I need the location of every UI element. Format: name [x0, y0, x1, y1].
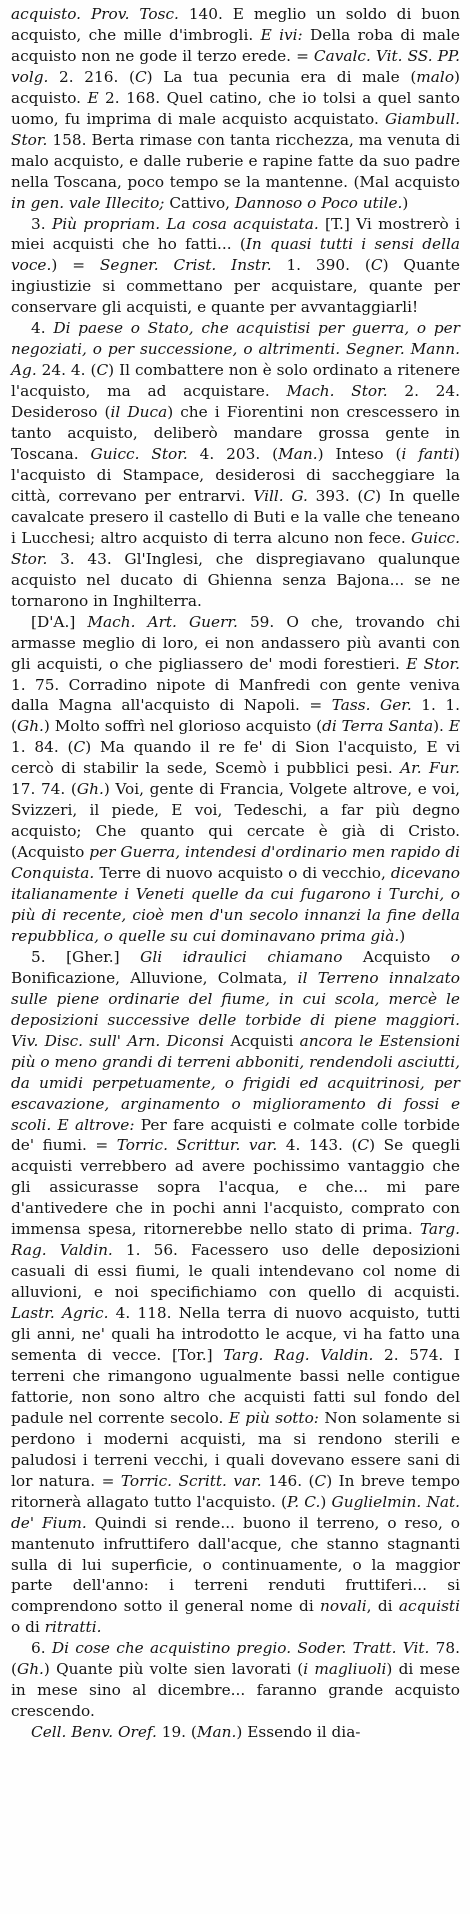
- entry-paragraph-4-paese-stato: [11, 318, 460, 611]
- text-segment: 393. (: [307, 486, 364, 505]
- text-segment: 3.: [31, 214, 52, 233]
- text-segment: ): [320, 1492, 332, 1511]
- italic-text-segment: di Terra Santa: [322, 717, 434, 736]
- italic-text-segment: In quasi tutti i sensi della voce.: [11, 235, 460, 275]
- text-segment: ) Voi, gente di Francia, Volgete altrove, e voi, Svizzeri, il piede, E voi, Tedeschi, a far più degno acquisto; Che quanto qui cercate è già di Cristo. (Acquisto: [11, 780, 460, 862]
- text-segment: Per fare acquisti e colmate colle torbide de' fiumi. =: [11, 1115, 460, 1155]
- italic-text-segment: Guglielmin. Nat. de' Fium.: [11, 1492, 460, 1532]
- text-segment: o di: [11, 1618, 45, 1637]
- italic-text-segment: novali: [320, 1597, 367, 1616]
- italic-text-segment: C: [134, 67, 147, 86]
- entry-paragraph-cellini: [11, 1722, 460, 1743]
- italic-text-segment: C: [370, 256, 383, 275]
- entry-paragraph-dalberti-citations: [11, 612, 460, 947]
- text-segment: 2. 168. Quel catino, che io tolsi a quel santo uomo, fu imprima di male acquisto acquistato.: [11, 88, 460, 128]
- text-segment: Della roba di male acquisto non ne gode il terzo erede. =: [11, 25, 460, 65]
- text-segment: 4. 143. (: [277, 1136, 358, 1155]
- italic-text-segment: Man.: [196, 1723, 237, 1742]
- text-segment: ) Il combattere non è solo ordinato a ritenere l'acquisto, ma ad acquistare.: [11, 361, 460, 401]
- text-segment: Terre di nuovo acquisto o di vecchio,: [94, 864, 391, 883]
- italic-text-segment: ancora le Estensioni più o meno grandi di terreni abboniti, rendendoli asciutti, da umidi perpetuamente, o frigidi ed acquitrinosi, per escavazione, arginamento o miglioramento di fossi e scoli. E altrove:: [11, 1031, 460, 1134]
- italic-text-segment: Di cose che acquistino pregio. Soder. Tratt. Vit.: [51, 1639, 430, 1658]
- italic-text-segment: E: [87, 88, 99, 107]
- text-segment: ) In breve tempo ritornerà allagato tutto l'acquisto. (: [11, 1471, 460, 1511]
- entry-paragraph-5-idraulici: [11, 947, 460, 1638]
- text-segment: ).: [433, 717, 449, 736]
- italic-text-segment: Vill. G.: [253, 486, 308, 505]
- text-segment: ) In quelle cavalcate presero il castello di Buti e la valle che teneano i Lucchesi; altro acquisto di terra alcuno non fece.: [11, 486, 460, 547]
- text-segment: 17. 74. (: [11, 780, 77, 799]
- text-segment: 2. 574. I terreni che rimangono ugualmente bassi nelle contigue fattorie, non sono altro che acquisti fatti sul fondo del padule nel corrente secolo.: [11, 1346, 460, 1427]
- entry-paragraph-3-propriam: [11, 214, 460, 319]
- italic-text-segment: E: [448, 717, 460, 736]
- text-segment: 3. 43. Gl'Inglesi, che dispregiavano qualunque acquisto nel ducato di Ghienna senza Bajona... se ne tornarono in Inghilterra.: [11, 549, 460, 610]
- italic-text-segment: Cell. Benv. Oref.: [31, 1723, 157, 1742]
- italic-text-segment: Mach. Stor.: [286, 382, 388, 401]
- italic-text-segment: Dannoso o Poco utile.: [234, 193, 403, 212]
- text-segment: ) La tua pecunia era di male (: [146, 67, 417, 86]
- text-segment: [D'A.]: [31, 612, 88, 631]
- text-segment: 140. E meglio un soldo di buon acquisto, che mille d'imbrogli.: [11, 5, 460, 44]
- text-segment: ) Inteso (: [317, 445, 402, 464]
- italic-text-segment: Tass. Ger.: [331, 696, 412, 715]
- text-segment: ) che i Fiorentini non crescessero in tanto acquisto, deliberò mandare grossa gente in Toscana.: [11, 403, 461, 464]
- text-segment: 19. (: [156, 1723, 197, 1742]
- italic-text-segment: il Terreno innalzato sulle piene ordinarie del fiume, in cui scola, mercè le deposizioni successive delle torbide di piene maggiori. Viv. Disc. sull' Arn. Diconsi: [11, 968, 461, 1050]
- text-segment: Bonificazione, Alluvione, Colmata,: [11, 968, 298, 987]
- italic-text-segment: per Guerra, intendesi d'ordinario men rapido di Conquista.: [11, 843, 461, 883]
- entry-paragraph-6-pregio: [11, 1638, 460, 1722]
- text-segment: 4. 118. Nella terra di nuovo acquisto, tutti gli anni, ne' quali ha introdotto le acque, vi ha fatto una sementa di vecce. [Tor.]: [11, 1304, 460, 1364]
- italic-text-segment: Torric. Scrittur. var.: [116, 1136, 278, 1155]
- text-segment: ) Se quegli acquisti verrebbero ad avere pochissimo vantaggio che gli assicurasse sopra l'acqua, e che... mi pare d'antivedere che in pochi anni l'acquisto, comprato con immensa spesa, ritornerebbe nello stato di prima.: [11, 1136, 460, 1239]
- text-segment: ): [402, 193, 409, 212]
- text-segment: Cattivo,: [164, 193, 235, 212]
- text-segment: ) Quante ingiustizie si commettano per acquistare, quante per conservare gli acquisti, e quante per avvantaggiarli!: [11, 256, 460, 317]
- text-segment: 6.: [31, 1639, 52, 1658]
- text-segment: [T.] Vi mostrerò i miei acquisti che ho fatti... (: [11, 214, 460, 254]
- italic-text-segment: i magliuoli: [303, 1660, 387, 1679]
- text-segment: 146. (: [261, 1471, 315, 1490]
- text-segment: ) Ma quando il re fe' di Sion l'acquisto, E vi cercò di stabilir la sede, Scemò i pubblici pesi.: [11, 738, 460, 778]
- italic-text-segment: E più sotto:: [228, 1408, 319, 1427]
- italic-text-segment: Guicc. Stor.: [11, 528, 460, 568]
- italic-text-segment: acquisti: [398, 1597, 460, 1616]
- italic-text-segment: in gen. vale Illecito;: [11, 193, 165, 212]
- text-segment: ) Quante più volte sien lavorati (: [43, 1660, 304, 1679]
- italic-text-segment: Guicc. Stor.: [90, 445, 188, 464]
- text-segment: 1. 75. Corradino nipote di Manfredi con gente veniva dalla Magna all'acquisto di Napoli. =: [11, 675, 460, 715]
- text-segment: 158. Berta rimase con tanta ricchezza, ma venuta di malo acquisto, e dalle ruberie e rapine fatte da suo padre nella Toscana, poco tempo se la mantenne. (Mal acquisto: [11, 130, 460, 191]
- text-segment: 24. 4. (: [36, 361, 97, 380]
- italic-text-segment: il Duca: [110, 403, 168, 422]
- italic-text-segment: C: [96, 361, 109, 380]
- text-segment: Acquisti: [224, 1031, 300, 1050]
- italic-text-segment: C: [357, 1136, 370, 1155]
- text-segment: 1. 390. (: [271, 256, 371, 275]
- text-segment: 1. 1. (: [11, 696, 461, 736]
- italic-text-segment: C: [73, 738, 86, 757]
- entry-paragraph-1: [11, 4, 460, 214]
- text-segment: 59. O che, trovando chi armasse meglio di loro, ei non andassero più avanti con gli acquisti, o che pigliassero de' modi forestieri.: [11, 612, 460, 673]
- italic-text-segment: Giambull. Stor.: [11, 109, 460, 149]
- text-segment: ) Essendo il dia-: [236, 1723, 361, 1742]
- italic-text-segment: Cavalc. Vit. SS. PP. volg.: [11, 46, 460, 86]
- text-segment: 4.: [31, 319, 54, 338]
- text-segment: Acquisto: [342, 947, 451, 966]
- italic-text-segment: Gh.: [16, 1660, 44, 1679]
- italic-text-segment: i fanti: [401, 445, 455, 464]
- italic-text-segment: acquisto. Prov. Tosc.: [11, 5, 179, 23]
- italic-text-segment: Targ. Rag. Valdin.: [11, 1220, 460, 1260]
- text-segment: ): [399, 926, 406, 945]
- text-segment: ) Molto soffrì nel glorioso acquisto (: [43, 717, 323, 736]
- italic-text-segment: dicevano italianamente i Veneti quelle da cui fugarono i Turchi, o più di recente, cioè men d'un secolo innanzi la fine della repubblica, o quelle su cui dominavano prima già.: [11, 864, 460, 945]
- text-segment: 1. 84. (: [11, 738, 74, 757]
- text-segment: ) acquisto.: [11, 67, 460, 107]
- italic-text-segment: E ivi:: [260, 25, 303, 44]
- text-segment: ) di mese in mese sino al dicembre... faranno grande acquisto crescendo.: [11, 1660, 460, 1721]
- italic-text-segment: E Stor.: [406, 654, 461, 673]
- italic-text-segment: malo: [416, 67, 455, 86]
- text-segment: Quindi si rende... buono il terreno, o reso, o mantenuto infruttifero dall'acque, che stanno stagnanti sulla di lui superficie, o continuamente, o la maggior parte dell'anno: i terreni renduti fruttiferi... si comprendono sotto il general nome di: [11, 1513, 461, 1616]
- text-segment: 78. (: [11, 1639, 460, 1679]
- italic-text-segment: Più propriam. La cosa acquistata.: [51, 214, 319, 233]
- italic-text-segment: C: [314, 1471, 327, 1490]
- italic-text-segment: Man.: [278, 445, 318, 464]
- italic-text-segment: Mach. Art. Guerr.: [87, 612, 238, 631]
- text-segment: 5. [Gher.]: [31, 947, 141, 966]
- italic-text-segment: Segner. Crist. Instr.: [99, 256, 272, 275]
- italic-text-segment: Gh.: [76, 780, 104, 799]
- italic-text-segment: Gh.: [16, 717, 44, 736]
- italic-text-segment: Torric. Scritt. var.: [120, 1471, 262, 1490]
- text-segment: 2. 216. (: [48, 67, 135, 86]
- text-segment: , di: [366, 1597, 399, 1616]
- italic-text-segment: o: [450, 947, 460, 966]
- italic-text-segment: Gli idraulici chiamano: [140, 947, 343, 966]
- italic-text-segment: P. C.: [287, 1492, 321, 1511]
- italic-text-segment: Ar. Fur.: [400, 759, 460, 778]
- italic-text-segment: ritratti.: [44, 1618, 102, 1637]
- text-segment: ) =: [51, 256, 100, 275]
- text-segment: ) l'acquisto di Stampace, desiderosi di saccheggiare la città, correvano per entrarvi.: [11, 445, 460, 505]
- text-segment: 1. 56. Facessero uso delle deposizioni casuali di essi fiumi, le quali intendevano col nome di alluvioni, e noi specifichiamo con quello di acquisti.: [11, 1241, 460, 1302]
- text-segment: Non solamente si perdono i moderni acquisti, ma si rendono sterili e paludosi i terreni vecchi, i quali dovevano essere sani di lor natura. =: [11, 1408, 460, 1490]
- text-segment: 2. 24. Desideroso (: [11, 382, 460, 422]
- italic-text-segment: Lastr. Agric.: [11, 1304, 109, 1323]
- italic-text-segment: C: [363, 486, 376, 505]
- italic-text-segment: Targ. Rag. Valdin.: [223, 1346, 374, 1364]
- italic-text-segment: Di paese o Stato, che acquistisi per guerra, o per negoziati, o per successione, o altrimenti. Segner. Mann. Ag.: [11, 319, 460, 380]
- text-segment: 4. 203. (: [187, 445, 279, 464]
